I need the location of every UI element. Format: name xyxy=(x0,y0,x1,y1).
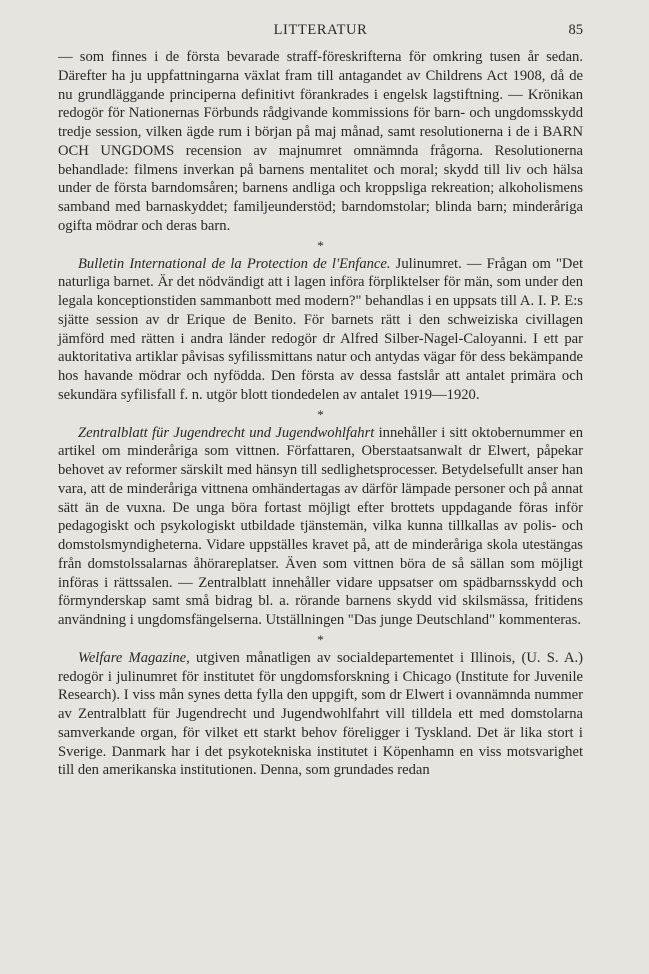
paragraph-text: — som finnes i de första bevarade straff-föreskrifterna för omkring tusen år sedan. Därefter ha ju uppfattningarna växlat fram till antagandet av Childrens Act 1908, då de nu grundläggande principerna definitivt förankrades i engelsk lagstiftning. — Krönikan redogör för Nationernas Förbunds rådgivande kommissions för barn- och ungdomsskydd tredje session, vilken ägde rum i början på maj månad, samt resolutionerna i de i BARN OCH UNGDOMS recension av majnumret omnämnda frågorna. Resolutionerna behandlade: filmens inverkan på barnens mentalitet och moral; skydd till liv och hälsa under de första barndomsåren; barnens andliga och kroppsliga rekreation; alkoholismens samband med barnaskyddet; familjeunderstöd; barndomstolar; blinda barn; minderåriga ogifta mödrar och deras barn. xyxy=(58,49,583,234)
journal-title: Bulletin International de la Protection de l'Enfance. xyxy=(78,255,391,272)
page-header xyxy=(58,18,583,48)
section-separator: * xyxy=(317,631,324,647)
paragraph-continued xyxy=(58,48,583,236)
paragraph-text: utgiven månatligen av socialdepartementet i Illinois, (U. S. A.) redogör i julinumret för institutet för ungdomsforskning i Chicago (Institute for Juvenile Research). I viss mån synes detta fylla den uppgift, som dr Elwert i ovannämnda nummer av Zentralblatt für Jugendrecht und Jugendwohlfahrt vill tilldela ett med domstolarna samverkande organ, för vilket ett starkt behov föreligger i Tyskland. Det är lika stort i Sverige. Danmark har i det psykotekniska institutet i Köpenhamn en viss motsvarighet till den amerikanska institutionen. Denna, som grundades redan xyxy=(58,649,583,779)
running-title: LITTERATUR xyxy=(273,22,368,38)
section-separator: * xyxy=(317,406,324,422)
paragraph-welfare xyxy=(58,649,583,780)
journal-title: Zentralblatt für Jugendrecht und Jugendwohlfahrt xyxy=(78,424,375,441)
journal-title: Welfare Magazine, xyxy=(78,649,190,666)
paragraph-text: Julinumret. — Frågan om "Det naturliga barnet. Är det nödvändigt att i lagen införa förpliktelser för män, som under den legala konceptionstiden sammanbott med modern?" behandlas i en uppsats till A. I. P. E:s sjätte session av dr Erique de Benito. För barnets rätt i den schweiziska civillagen jämförd med rätten i andra länder redogör dr Alfred Silber-Nagel-Caloyanni. I ett par auktoritativa artiklar påvisas syfilissmittans natur och antydas vägar för dess bekämpande hos havande mödrar och nyfödda. Den första av dessa fastslår att antalet primära och sekundära syfilisfall f. n. utgör blott tiondedelen av antalet 1919—1920. xyxy=(58,255,584,403)
page-number: 85 xyxy=(568,22,583,38)
section-separator: * xyxy=(317,237,324,253)
paragraph-zentralblatt xyxy=(58,424,583,630)
paragraph-text: innehåller i sitt oktobernummer en artikel om minderåriga som vittnen. Författaren, Oberstaatsanwalt dr Elwert, påpekar behovet av reformer särskilt med hänsyn till sedlighetsprocesser. Betydelsefullt anser han vara, att de minderåriga vittnena omhändertagas av därför lämpade personer och på annat sätt än de vuxna. De unga böra fortast möjligt efter brottets uppdagande föras inför pedagogiskt och psykologiskt utbildade tjänstemän, vilka kunna tillkallas av polis- och domstolsmyndigheterna. Vidare uppställes kravet på, att de minderåriga skola utestängas från domstolssalarnas åhörareplatser. Även som vittnen böra de så sällan som möjligt införas i rättssalen. — Zentralblatt innehåller vidare uppsatser om spädbarnsskydd och förmynderskap samt små bidrag bl. a. rörande barnens skydd vid skilsmässa, fritidens användning i ungdomsfängelserna. Utställningen "Das junge Deutschland" kommenteras. xyxy=(58,424,583,628)
paragraph-bulletin xyxy=(58,255,583,405)
